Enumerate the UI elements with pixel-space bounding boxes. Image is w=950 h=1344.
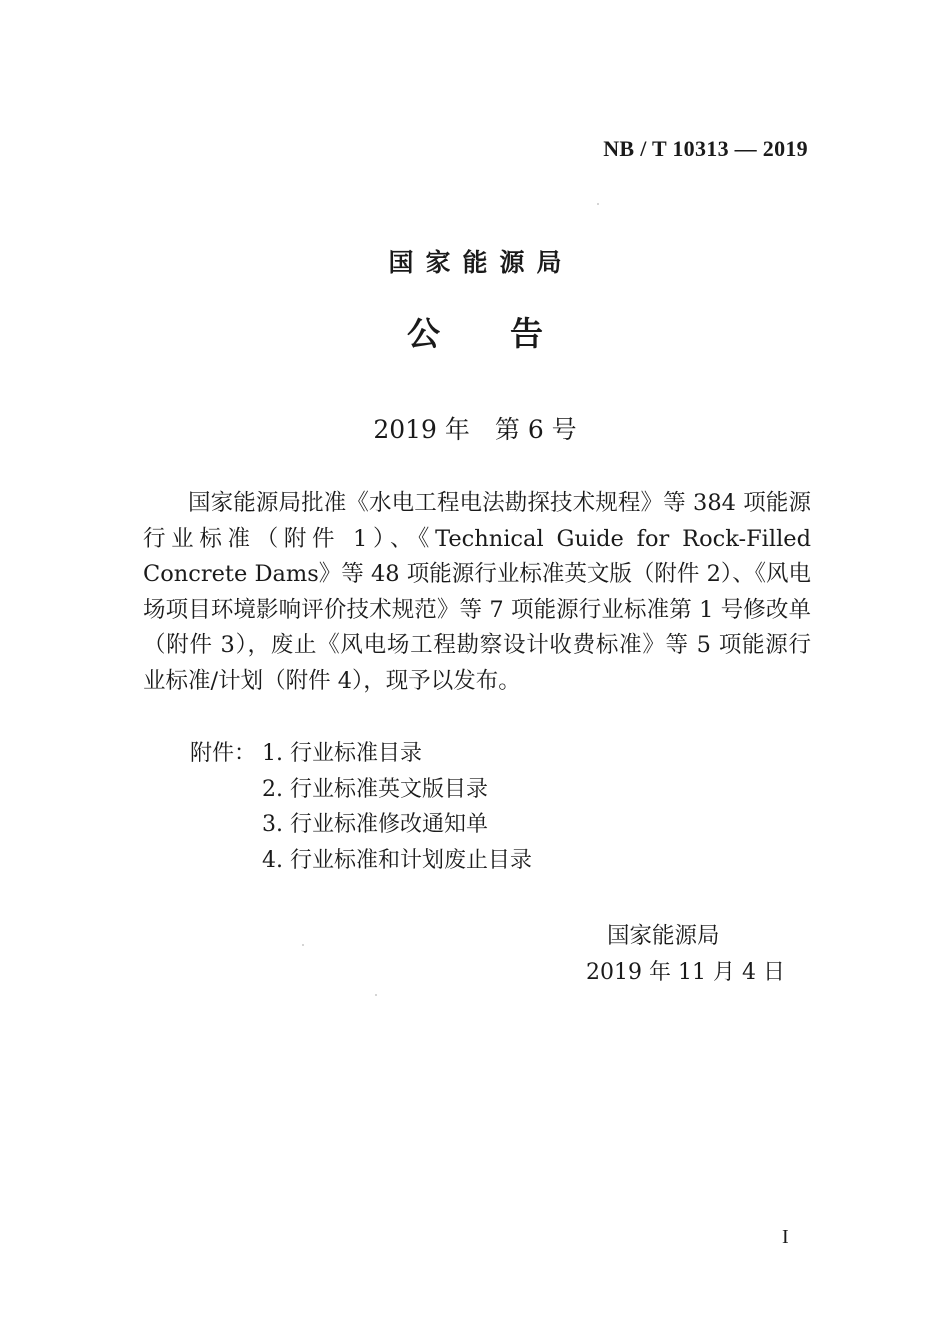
page-number: I: [782, 1226, 789, 1248]
attachment-item: 2. 行业标准英文版目录: [262, 776, 488, 802]
standard-code: NB / T 10313 — 2019: [603, 136, 808, 161]
issuer-heading: 国家能源局: [388, 248, 574, 277]
scan-speck: [302, 944, 304, 946]
document-number: 2019 年 第 6 号: [373, 415, 577, 444]
scan-speck: [375, 994, 377, 996]
attachment-label: 附件：: [190, 741, 257, 766]
attachment-item: 1. 行业标准目录: [262, 741, 422, 766]
attachment-row: [190, 843, 532, 879]
announcement-paragraph: 国家能源局批准《水电工程电法勘探技术规程》等 384 项能源行业标准（附件 1）、《Technical Guide for Rock-Filled Concrete Dams》等 48 项能源行业标准英文版（附件 2）、《风电场项目环境影响评价技术规范》等 7 项能源行业标准第 1 号修改单（附件 3），废止《风电场工程勘察设计收费标准》等 5 项能源行业标准/计划（附件 4），现予以发布。: [143, 490, 811, 694]
attachment-row: [190, 772, 532, 808]
scan-speck: [597, 203, 599, 205]
signer-name: 国家能源局: [607, 923, 720, 949]
attachment-row: [190, 736, 532, 772]
attachment-row: [190, 807, 532, 843]
attachment-item: 3. 行业标准修改通知单: [262, 812, 488, 837]
attachment-item: 4. 行业标准和计划废止目录: [262, 847, 532, 873]
attachment-list: [190, 736, 532, 878]
document-type-heading: 公告: [407, 314, 613, 353]
signature-date: 2019 年 11 月 4 日: [586, 960, 785, 985]
